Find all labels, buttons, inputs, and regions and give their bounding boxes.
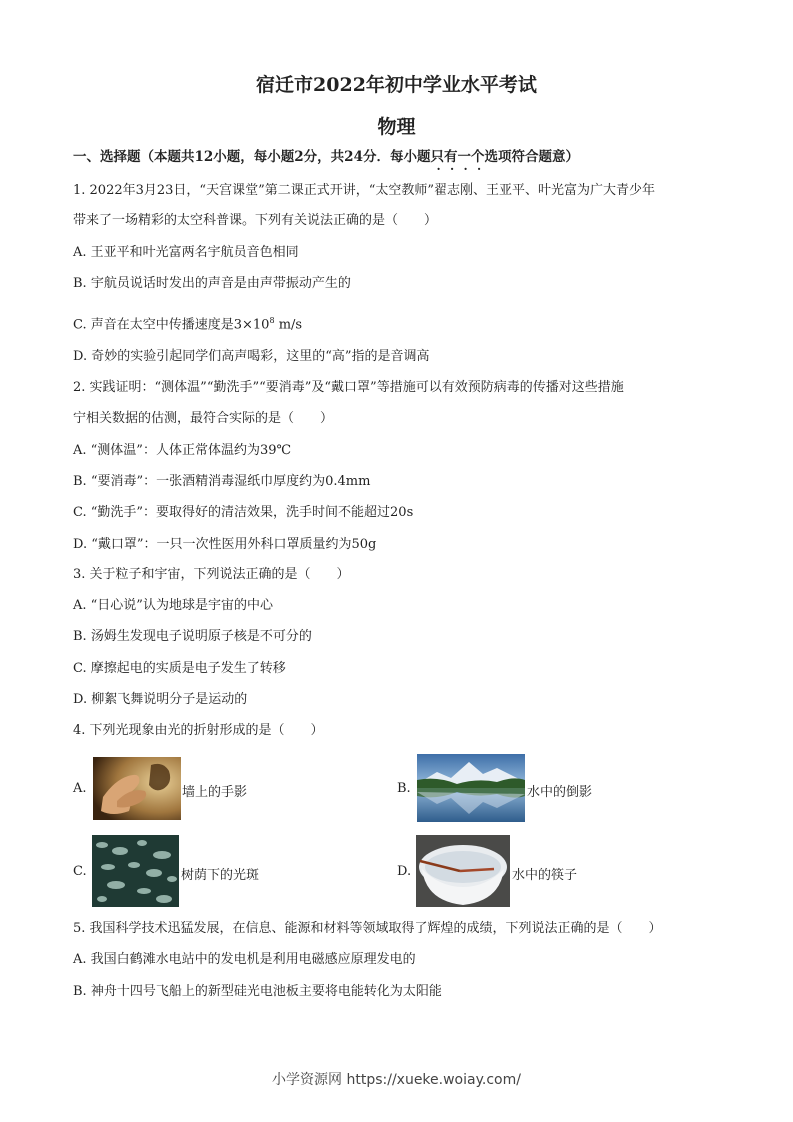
q3-option-d: D. 柳絮飞舞说明分子是运动的	[73, 692, 248, 707]
q1-option-a: A. 王亚平和叶光富两名宇航员音色相同	[73, 245, 299, 260]
q5-stem: 5. 我国科学技术迅猛发展，在信息、能源和材料等领域取得了辉煌的成绩，下列说法正确的是（ ）	[73, 921, 662, 936]
section-heading-part-a: 一、选择题（本题共12小题，每小题2分，共24分．每小题	[73, 149, 431, 165]
q4-option-d-label: D.	[397, 864, 412, 879]
q1-option-d: D. 奇妙的实验引起同学们高声喝彩，这里的“高”指的是音调高	[73, 349, 430, 364]
q2-stem-line-1: 2. 实践证明：“测体温”“勤洗手”“要消毒”及“戴口罩”等措施可以有效预防病毒的传播对这些措施	[73, 380, 624, 395]
light-spots-image	[92, 835, 179, 907]
emphasis-char: 一	[457, 149, 471, 165]
section-heading	[73, 148, 579, 166]
q1-option-c	[73, 312, 302, 334]
q1-option-b: B. 宇航员说话时发出的声音是由声带振动产生的	[73, 276, 351, 291]
q2-option-a: A. “测体温”：人体正常体温约为39℃	[73, 443, 292, 458]
q3-option-a: A. “日心说”认为地球是宇宙的中心	[73, 598, 273, 613]
q3-option-c: C. 摩擦起电的实质是电子发生了转移	[73, 661, 286, 676]
q4-option-c-caption: 树荫下的光斑	[181, 868, 260, 883]
q2-stem-line-2: 宁相关数据的估测，最符合实际的是（ ）	[73, 411, 334, 426]
q5-option-b: B. 神舟十四号飞船上的新型硅光电池板主要将电能转化为太阳能	[73, 984, 442, 999]
section-heading-part-b: 选项符合题意）	[484, 149, 579, 165]
lake-reflection-image	[417, 754, 525, 822]
q4-option-c-label: C.	[73, 864, 87, 879]
q4-option-b-caption: 水中的倒影	[527, 785, 593, 800]
q4-stem: 4. 下列光现象由光的折射形成的是（ ）	[73, 723, 324, 738]
q2-option-d: D. “戴口罩”：一只一次性医用外科口罩质量约为50g	[73, 537, 377, 552]
q1-speed-unit: m/s	[274, 317, 303, 333]
q3-stem: 3. 关于粒子和宇宙，下列说法正确的是（ ）	[73, 567, 350, 582]
emphasis-char: 只	[430, 149, 444, 165]
emphasis-char: 个	[470, 149, 485, 165]
q4-option-a-label: A.	[73, 781, 87, 796]
chopsticks-in-water-image	[416, 835, 510, 907]
q2-option-b: B. “要消毒”：一张酒精消毒湿纸巾厚度约为0.4mm	[73, 474, 371, 489]
q1-stem-line-2: 带来了一场精彩的太空科普课。下列有关说法正确的是（ ）	[73, 213, 438, 228]
q3-option-b: B. 汤姆生发现电子说明原子核是不可分的	[73, 629, 312, 644]
q5-option-a: A. 我国白鹤滩水电站中的发电机是利用电磁感应原理发电的	[73, 952, 416, 967]
page-footer: 小学资源网 https://xueke.woiay.com/	[272, 1072, 521, 1088]
q1-option-c-text: C. 声音在太空中传播速度是	[73, 317, 234, 333]
q4-option-b-label: B.	[397, 781, 411, 796]
emphasis-char: 有	[443, 149, 458, 165]
q1-stem-line-1: 1. 2022年3月23日，“天宫课堂”第二课正式开讲，“太空教师”翟志刚、王亚平、叶光富为广大青少年	[73, 183, 656, 198]
q4-option-d-caption: 水中的筷子	[512, 868, 578, 883]
q1-speed-exponent: 8	[269, 316, 275, 325]
q1-speed-value: 3×10	[233, 317, 270, 333]
q2-option-c: C. “勤洗手”：要取得好的清洁效果，洗手时间不能超过20s	[73, 505, 414, 520]
hand-shadow-image	[93, 757, 181, 820]
exam-title: 宿迁市2022年初中学业水平考试	[256, 74, 537, 96]
subject-title: 物理	[377, 116, 416, 138]
q4-option-a-caption: 墙上的手影	[182, 785, 248, 800]
